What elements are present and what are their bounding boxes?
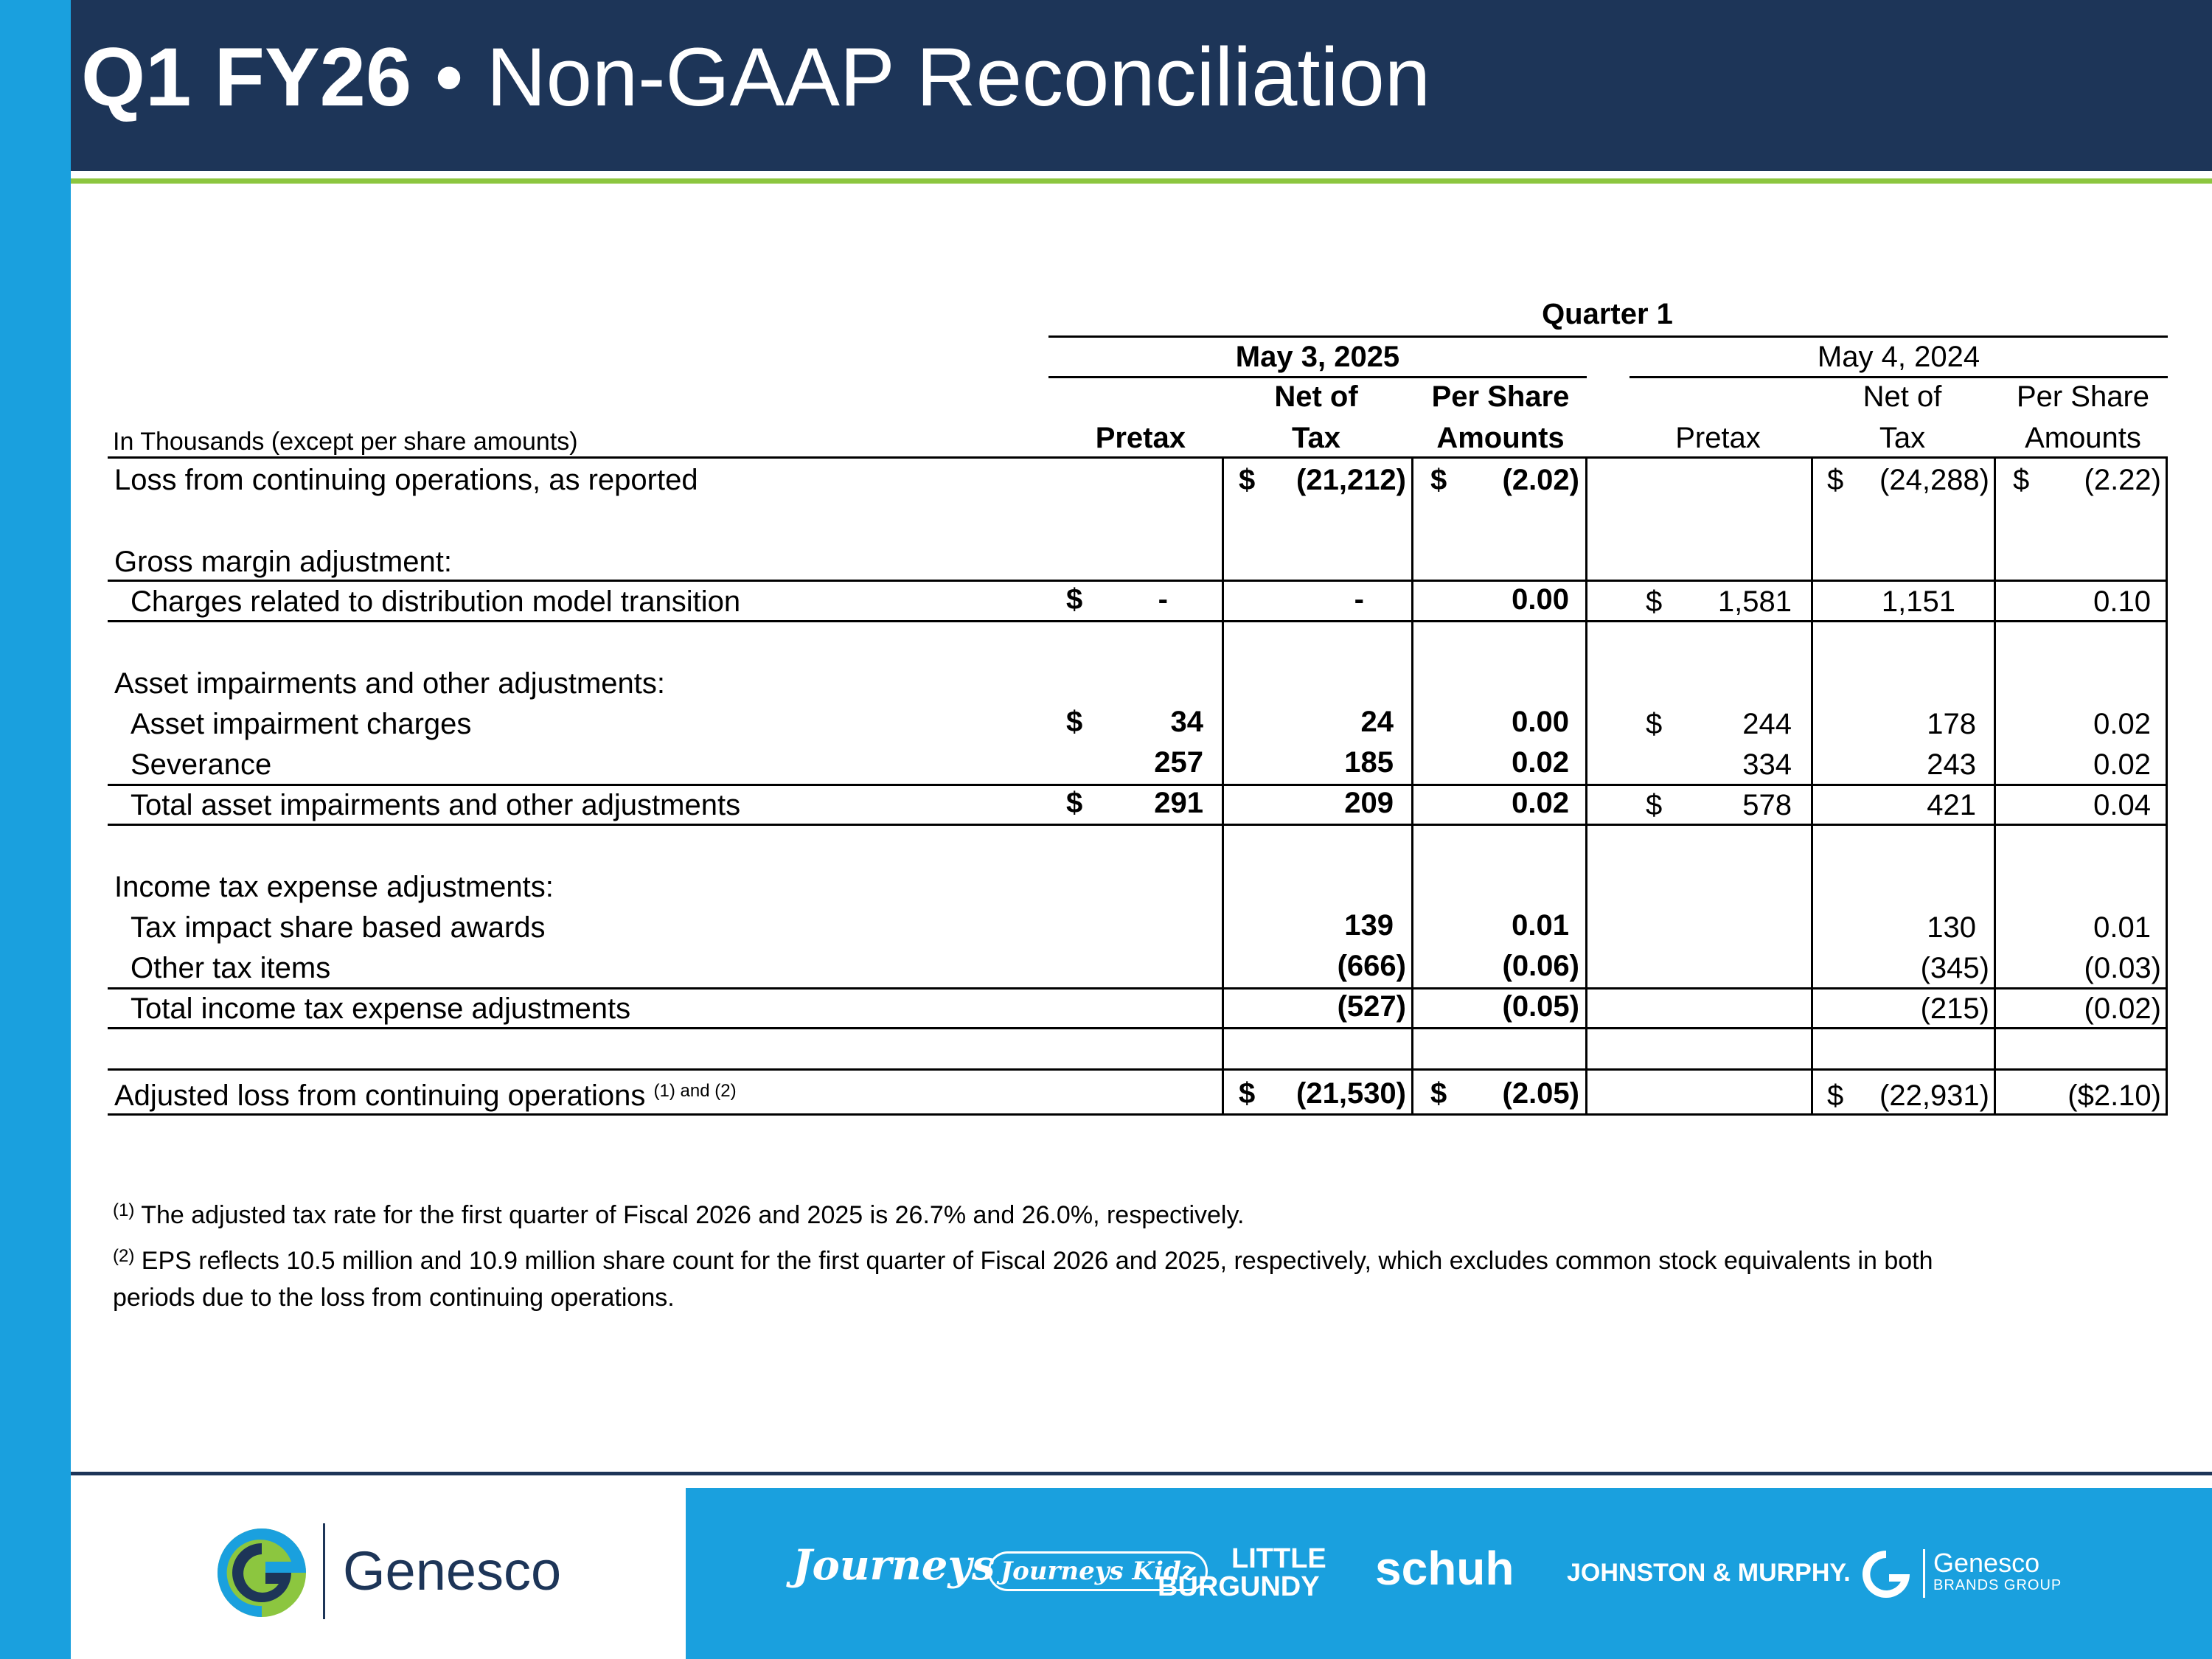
col-divider	[2166, 456, 2168, 1116]
cell-value: -	[1158, 583, 1168, 616]
dollar-sign: $	[1827, 464, 1844, 496]
row-label	[114, 1078, 737, 1113]
period-prior: May 4, 2024	[1817, 341, 1980, 373]
cell-value: 0.02	[2093, 748, 2151, 781]
cell-value: (527)	[1337, 990, 1406, 1023]
cell-value: 0.00	[1512, 706, 1569, 738]
logo-text: Genesco	[343, 1540, 562, 1601]
cell-value: 0.02	[1512, 746, 1569, 779]
row-label: Total income tax expense adjustments	[131, 992, 631, 1025]
units-note: In Thousands (except per share amounts)	[113, 428, 578, 456]
col-ps-current-2: Amounts	[1436, 422, 1565, 454]
dollar-sign: $	[1239, 464, 1256, 496]
cell-value: 178	[1927, 708, 1976, 740]
cell-value: ($2.10)	[2067, 1079, 2161, 1112]
cell-value: 0.01	[1512, 909, 1569, 942]
col-divider	[1585, 456, 1587, 1116]
cell-value: 257	[1154, 746, 1203, 779]
cell-value: 244	[1742, 708, 1792, 740]
footnote-2-continued: periods due to the loss from continuing operations.	[113, 1284, 675, 1312]
cell-value: (0.02)	[2084, 992, 2161, 1025]
section-heading: Gross margin adjustment:	[114, 546, 452, 578]
dollar-sign: $	[1430, 1077, 1447, 1110]
dollar-sign: $	[1066, 583, 1083, 616]
dollar-sign: $	[1646, 585, 1663, 618]
cell-value: 185	[1344, 746, 1394, 779]
dollar-sign: $	[1827, 1079, 1844, 1112]
cell-value: (0.03)	[2084, 952, 2161, 984]
footer-rule	[71, 1472, 2212, 1475]
genesco-logo	[214, 1519, 627, 1630]
logo-divider	[1923, 1549, 1925, 1598]
cell-value: 0.02	[1512, 787, 1569, 819]
col-divider	[1811, 456, 1813, 1116]
cell-value: (215)	[1920, 992, 1989, 1025]
title-text: Non-GAAP Reconciliation	[486, 31, 1431, 123]
col-net-current-1: Net of	[1274, 380, 1358, 413]
rule	[108, 824, 2168, 826]
footnote-text: EPS reflects 10.5 million and 10.9 million share count for the first quarter of Fiscal 2026 and 2025, respectively, which excludes common stock equivalents in both	[141, 1247, 1933, 1275]
dollar-sign: $	[1066, 787, 1083, 819]
row-label: Other tax items	[131, 952, 331, 984]
rule	[108, 1068, 2168, 1071]
cell-value: 130	[1927, 911, 1976, 944]
dollar-sign: $	[1239, 1077, 1256, 1110]
cell-value: (0.05)	[1502, 990, 1579, 1023]
group-logo-subtext: BRANDS GROUP	[1933, 1577, 2062, 1593]
cell-value: 34	[1170, 706, 1203, 738]
cell-value: (666)	[1337, 950, 1406, 982]
cell-value: (21,530)	[1296, 1077, 1406, 1110]
rule	[108, 1113, 2168, 1116]
col-ps-current-1: Per Share	[1431, 380, 1570, 413]
cell-value: (2.22)	[2084, 464, 2161, 496]
footnote-1	[113, 1197, 1244, 1233]
footnote-mark: (2)	[113, 1246, 135, 1266]
dollar-sign: $	[2013, 464, 2030, 496]
cell-value: 139	[1344, 909, 1394, 942]
rule	[108, 620, 2168, 622]
dollar-sign: $	[1066, 706, 1083, 738]
cell-value: 421	[1927, 789, 1976, 821]
footnote-mark: (1)	[113, 1200, 135, 1220]
row-label: Asset impairment charges	[131, 708, 472, 740]
brand-burgundy: BURGUNDY	[1158, 1571, 1320, 1602]
rule	[1630, 376, 2168, 378]
cell-value: (24,288)	[1879, 464, 1989, 496]
cell-value: 291	[1154, 787, 1203, 819]
col-divider	[1994, 456, 1996, 1116]
cell-value: 0.01	[2093, 911, 2151, 944]
rule	[108, 987, 2168, 990]
cell-value: 0.04	[2093, 789, 2151, 821]
genesco-brands-group-logo	[1860, 1545, 2081, 1604]
rule	[1048, 335, 2168, 338]
col-divider	[1222, 456, 1224, 1116]
period-current: May 3, 2025	[1235, 341, 1400, 373]
cell-value: 578	[1742, 789, 1792, 821]
genesco-g-icon	[1860, 1548, 1913, 1601]
row-label: Total asset impairments and other adjustments	[131, 789, 741, 821]
cell-value: -	[1354, 583, 1364, 616]
cell-value: 243	[1927, 748, 1976, 781]
brand-journeys-kidz: Journeys Kidz	[988, 1551, 1208, 1591]
col-ps-prior-2: Amounts	[2025, 422, 2141, 454]
cell-value: (345)	[1920, 952, 1989, 984]
col-pretax-current: Pretax	[1095, 422, 1186, 454]
title-separator: •	[434, 31, 464, 123]
cell-value: 1,581	[1717, 585, 1792, 618]
col-pretax-prior: Pretax	[1675, 422, 1761, 454]
brand-little: LITTLE	[1231, 1543, 1326, 1574]
title-period: Q1 FY26	[81, 31, 412, 123]
col-net-prior-2: Tax	[1879, 422, 1926, 454]
cell-value: 0.10	[2093, 585, 2151, 618]
rule	[108, 456, 2168, 459]
cell-value: 1,151	[1881, 585, 1955, 618]
brand-johnston-murphy: JOHNSTON & MURPHY.	[1567, 1559, 1851, 1587]
col-net-prior-1: Net of	[1863, 380, 1942, 413]
col-ps-prior-1: Per Share	[2016, 380, 2150, 413]
row-label: Severance	[131, 748, 272, 781]
footnote-text: The adjusted tax rate for the first quarter of Fiscal 2026 and 2025 is 26.7% and 26.0%, respectively.	[141, 1201, 1245, 1229]
section-heading: Asset impairments and other adjustments:	[114, 667, 666, 700]
cell-value: 0.02	[2093, 708, 2151, 740]
row-label-text: Adjusted loss from continuing operations	[114, 1079, 646, 1112]
genesco-g-icon	[214, 1525, 310, 1621]
cell-value: 334	[1742, 748, 1792, 781]
quarter-label: Quarter 1	[1542, 298, 1673, 330]
cell-value: 209	[1344, 787, 1394, 819]
footnote-ref: (1) and (2)	[653, 1081, 737, 1101]
row-label: Loss from continuing operations, as reported	[114, 464, 698, 496]
cell-value: (0.06)	[1502, 950, 1579, 982]
cell-value: (2.05)	[1502, 1077, 1579, 1110]
group-logo-text: Genesco	[1933, 1548, 2040, 1578]
rule	[108, 1027, 2168, 1029]
cell-value: 0.00	[1512, 583, 1569, 616]
rule	[1048, 376, 1587, 378]
logo-divider	[323, 1523, 325, 1619]
brand-schuh: schuh	[1375, 1542, 1514, 1595]
footnote-2	[113, 1243, 1933, 1279]
dollar-sign: $	[1646, 708, 1663, 740]
section-heading: Income tax expense adjustments:	[114, 871, 554, 903]
row-label: Tax impact share based awards	[131, 911, 546, 944]
col-net-current-2: Tax	[1292, 422, 1340, 454]
cell-value: (21,212)	[1296, 464, 1406, 496]
row-label: Charges related to distribution model transition	[131, 585, 741, 618]
dollar-sign: $	[1646, 789, 1663, 821]
cell-value: (2.02)	[1502, 464, 1579, 496]
brand-journeys: Journeys	[793, 1541, 995, 1590]
dollar-sign: $	[1430, 464, 1447, 496]
col-divider	[1411, 456, 1413, 1116]
cell-value: (22,931)	[1879, 1079, 1989, 1112]
cell-value: 24	[1360, 706, 1394, 738]
